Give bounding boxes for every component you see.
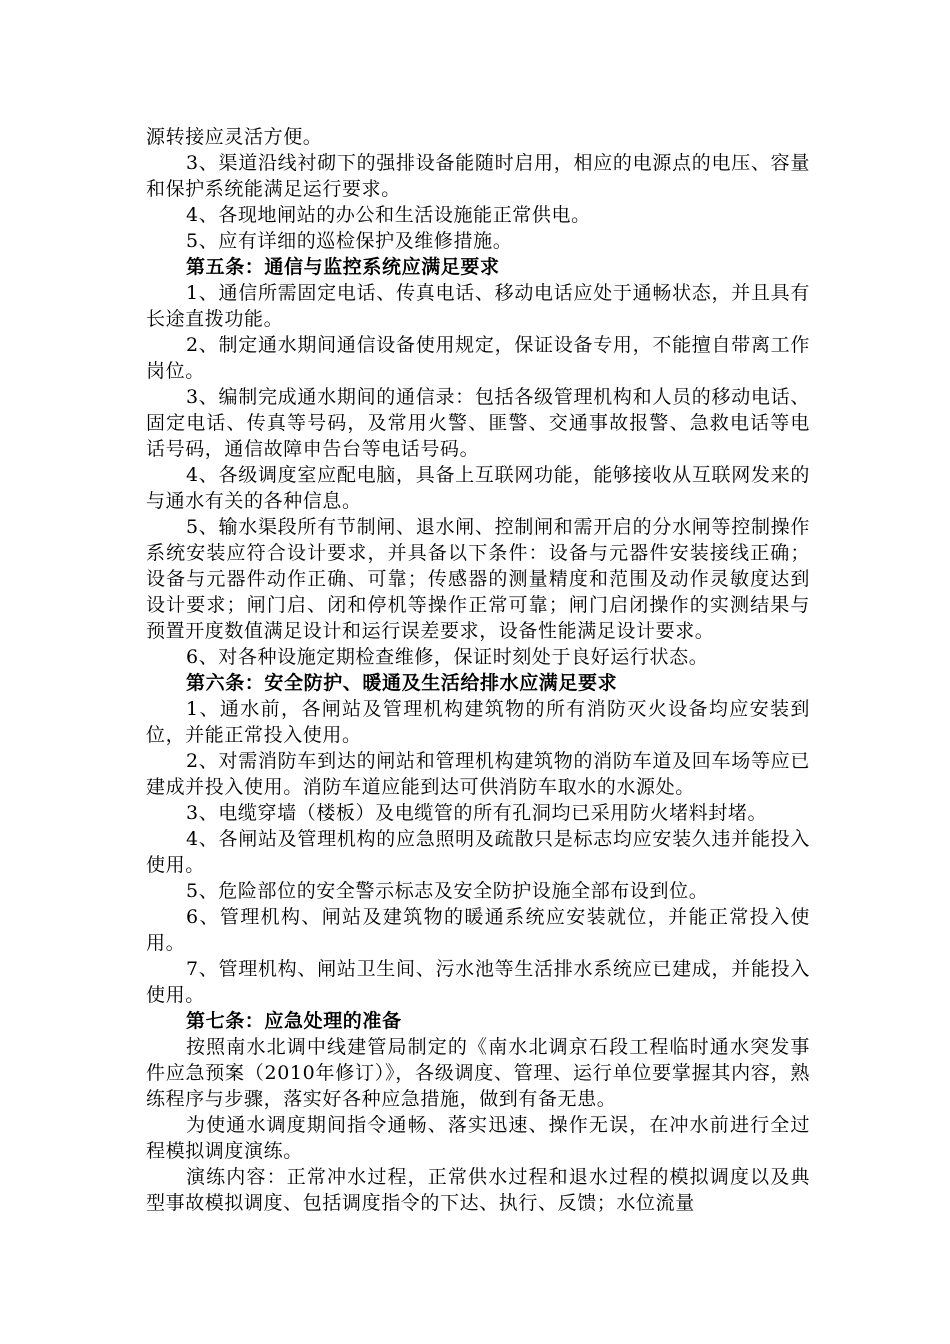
body-paragraph: 6、对各种设施定期检查维修，保证时刻处于良好运行状态。 bbox=[186, 646, 709, 668]
body-paragraph: 1、通水前，各闸站及管理机构建筑物的所有消防灭火设备均应安装到位，并能正常投入使用。 bbox=[146, 698, 810, 746]
body-paragraph: 源转接应灵活方便。 bbox=[146, 126, 323, 148]
body-paragraph: 3、编制完成通水期间的通信录：包括各级管理机构和人员的移动电话、固定电话、传真等号码，及常用火警、匪警、交通事故报警、急救电话等电话号码，通信故障申告台等电话号码。 bbox=[146, 386, 810, 460]
body-paragraph: 2、对需消防车到达的闸站和管理机构建筑物的消防车道及回车场等应已建成并投入使用。消防车道应能到达可供消防车取水的水源处。 bbox=[146, 750, 810, 798]
section-heading: 第六条：安全防护、暖通及生活给排水应满足要求 bbox=[186, 672, 618, 694]
section-heading: 第七条：应急处理的准备 bbox=[186, 1010, 402, 1032]
body-paragraph: 5、输水渠段所有节制闸、退水闸、控制闸和需开启的分水闸等控制操作系统安装应符合设计要求，并具备以下条件：设备与元器件安装接线正确；设备与元器件动作正确、可靠；传感器的测量精度和范围及动作灵敏度达到设计要求；闸门启、闭和停机等操作正常可靠；闸门启闭操作的实测结果与预置开度数值满足设计和运行误差要求，设备性能满足设计要求。 bbox=[146, 516, 810, 642]
body-paragraph: 4、各现地闸站的办公和生活设施能正常供电。 bbox=[186, 204, 591, 226]
body-paragraph: 1、通信所需固定电话、传真电话、移动电话应处于通畅状态，并且具有长途直拨功能。 bbox=[146, 282, 810, 330]
body-paragraph: 3、电缆穿墙（楼板）及电缆管的所有孔洞均已采用防火堵料封堵。 bbox=[186, 802, 768, 824]
body-paragraph: 2、制定通水期间通信设备使用规定，保证设备专用，不能擅自带离工作岗位。 bbox=[146, 334, 810, 382]
body-paragraph: 3、渠道沿线衬砌下的强排设备能随时启用，相应的电源点的电压、容量和保护系统能满足运行要求。 bbox=[146, 152, 810, 200]
body-paragraph: 7、管理机构、闸站卫生间、污水池等生活排水系统应已建成，并能投入使用。 bbox=[146, 958, 810, 1006]
body-paragraph: 5、危险部位的安全警示标志及安全防护设施全部布设到位。 bbox=[186, 880, 709, 902]
body-paragraph: 4、各闸站及管理机构的应急照明及疏散只是标志均应安装久违并能投入使用。 bbox=[146, 828, 810, 876]
body-paragraph: 按照南水北调中线建管局制定的《南水北调京石段工程临时通水突发事件应急预案（2010年修订）》，各级调度、管理、运行单位要掌握其内容，熟练程序与步骤，落实好各种应急措施，做到有备无患。 bbox=[146, 1036, 810, 1110]
section-heading: 第五条：通信与监控系统应满足要求 bbox=[186, 256, 500, 278]
body-paragraph: 演练内容：正常冲水过程，正常供水过程和退水过程的模拟调度以及典型事故模拟调度、包括调度指令的下达、执行、反馈；水位流量 bbox=[146, 1166, 810, 1214]
body-paragraph: 为使通水调度期间指令通畅、落实迅速、操作无误，在冲水前进行全过程模拟调度演练。 bbox=[146, 1114, 810, 1162]
body-paragraph: 4、各级调度室应配电脑，具备上互联网功能，能够接收从互联网发来的与通水有关的各种信息。 bbox=[146, 464, 810, 512]
body-paragraph: 6、管理机构、闸站及建筑物的暖通系统应安装就位，并能正常投入使用。 bbox=[146, 906, 810, 954]
body-paragraph: 5、应有详细的巡检保护及维修措施。 bbox=[186, 230, 513, 252]
